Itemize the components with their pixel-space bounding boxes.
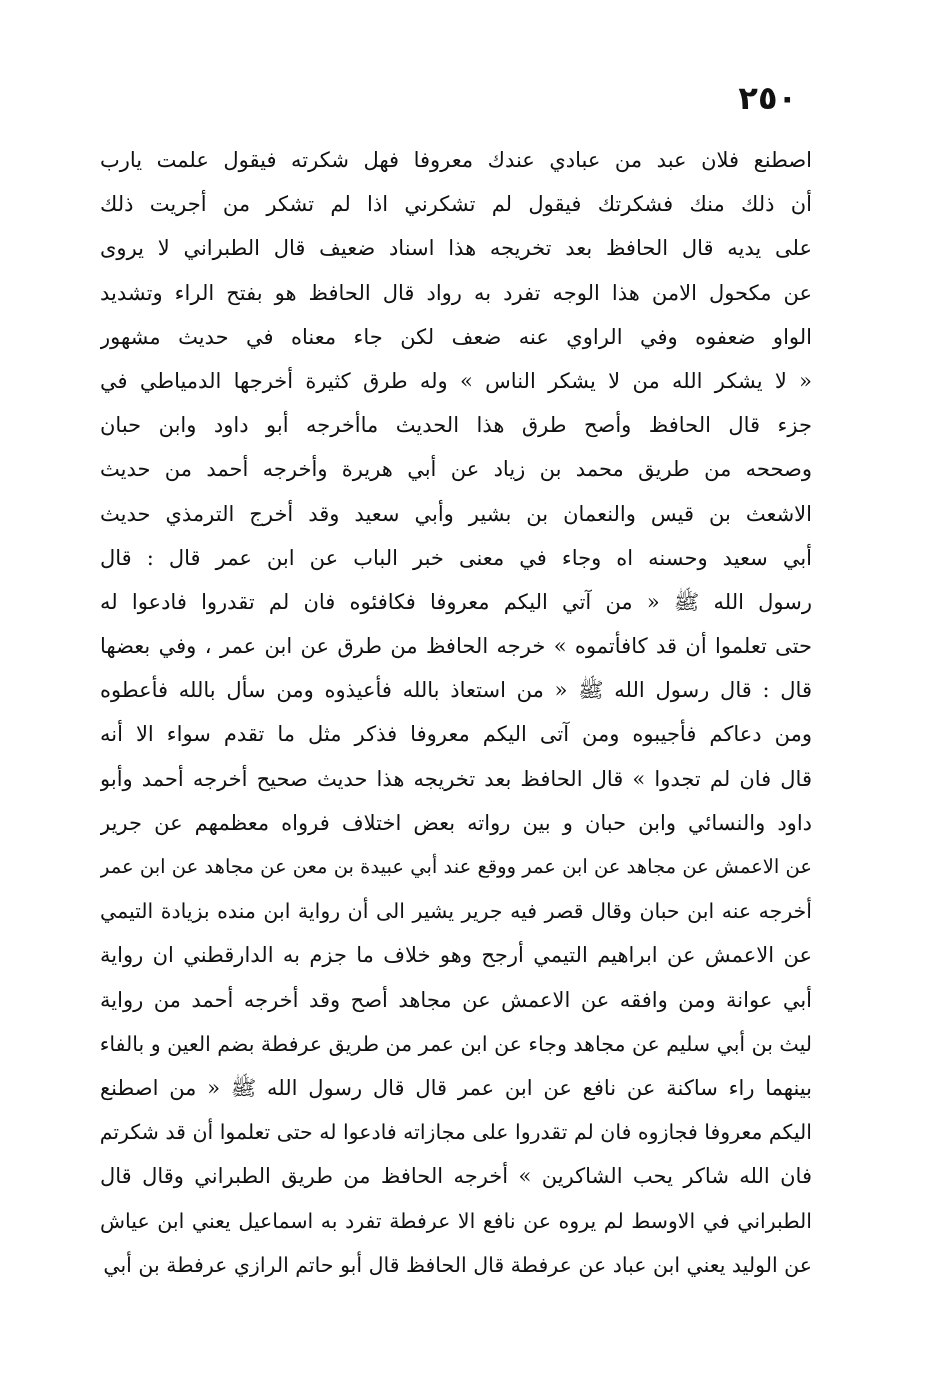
text-line: أبي عوانة ومن وافقه عن الاعمش عن مجاهد أصح وقد أخرجه أحمد من رواية bbox=[100, 987, 812, 1012]
text-line: الطبراني في الاوسط لم يروه عن نافع الا عرفطة تفرد به اسماعيل يعني ابن عياش bbox=[100, 1208, 812, 1233]
text-line: الاشعث بن قيس والنعمان بن بشير وأبي سعيد وقد أخرج الترمذي حديث bbox=[100, 501, 812, 526]
text-line: عن الاعمش عن ابراهيم التيمي أرجح وهو خلاف ما جزم به الدارقطني ان رواية bbox=[100, 943, 812, 968]
text-line: على يديه قال الحافظ بعد تخريجه هذا اسناد ضعيف قال الطبراني لا يروى bbox=[100, 236, 812, 261]
text-line: أبي سعيد وحسنه اه وجاء في معنى خبر الباب عن ابن عمر قال : قال bbox=[100, 545, 812, 570]
text-line: الواو ضعفوه وفي الراوي عنه ضعف لكن جاء معناه في حديث مشهور bbox=[100, 324, 812, 349]
text-line: وصححه من طريق محمد بن زياد عن أبي هريرة وأخرجه أحمد من حديث bbox=[100, 457, 812, 482]
text-line: عن مكحول الامن هذا الوجه تفرد به رواد قال الحافظ هو بفتح الراء وتشديد bbox=[100, 280, 812, 305]
text-line: اصطنع فلان عبد من عبادي عندك معروفا فهل شكرته فيقول علمت يارب bbox=[100, 148, 812, 172]
text-line: عن الوليد يعني ابن عباد عن عرفطة قال الحافظ قال أبو حاتم الرازي عرفطة بن أبي bbox=[103, 1252, 812, 1277]
text-line: جزء قال الحافظ وأصح طرق هذا الحديث ماأخرجه أبو داود وابن حبان bbox=[100, 413, 812, 438]
text-line: فان الله شاكر يحب الشاكرين » أخرجه الحافظ من طريق الطبراني وقال قال bbox=[100, 1164, 812, 1189]
text-line: عن الاعمش عن مجاهد عن ابن عمر ووقع عند أبي عبيدة بن معن عن مجاهد عن ابن عمر bbox=[100, 855, 812, 878]
text-line: ليث بن أبي سليم عن مجاهد وجاء عن ابن عمر من طريق عرفطة بضم العين و بالفاء bbox=[100, 1031, 812, 1056]
text-line: اليكم معروفا فجازوه فان لم تقدروا على مجازاته فادعوا له حتى تعلموا أن قد شكرتم bbox=[100, 1120, 812, 1145]
text-line: حتى تعلموا أن قد كافأتموه » خرجه الحافظ من طرق عن ابن عمر ، وفي بعضها bbox=[100, 634, 812, 659]
text-line: « لا يشكر الله من لا يشكر الناس » وله طرق كثيرة أخرجها الدمياطي في bbox=[100, 368, 812, 393]
page-number: ٢٥٠ bbox=[738, 79, 797, 117]
text-line: أن ذلك منك فشكرتك فيقول لم تشكرني اذا لم تشكر من أجريت ذلك bbox=[100, 192, 812, 217]
text-line: رسول الله ﷺ « من آتي اليكم معروفا فكافئوه فان لم تقدروا فادعوا له bbox=[100, 589, 812, 614]
text-line: ومن دعاكم فأجيبوه ومن آتى اليكم معروفا فذكر مثل ما تقدم سواء الا أنه bbox=[100, 722, 812, 747]
text-line: داود والنسائي وابن حبان و بين رواته بعض اختلاف فرواه معظمهم عن جرير bbox=[100, 810, 812, 835]
body-text bbox=[100, 138, 812, 1287]
text-line: قال : قال رسول الله ﷺ « من استعاذ بالله فأعيذوه ومن سأل بالله فأعطوه bbox=[100, 678, 812, 703]
text-line: قال فان لم تجدوا » قال الحافظ بعد تخريجه هذا حديث صحيح أخرجه أحمد وأبو bbox=[100, 766, 812, 791]
text-line: بينهما راء ساكنة عن نافع عن ابن عمر قال قال رسول الله ﷺ « من اصطنع bbox=[100, 1075, 812, 1100]
text-line: أخرجه عنه ابن حبان وقال قصر فيه جرير يشير الى أن رواية ابن منده بزيادة التيمي bbox=[100, 899, 812, 924]
